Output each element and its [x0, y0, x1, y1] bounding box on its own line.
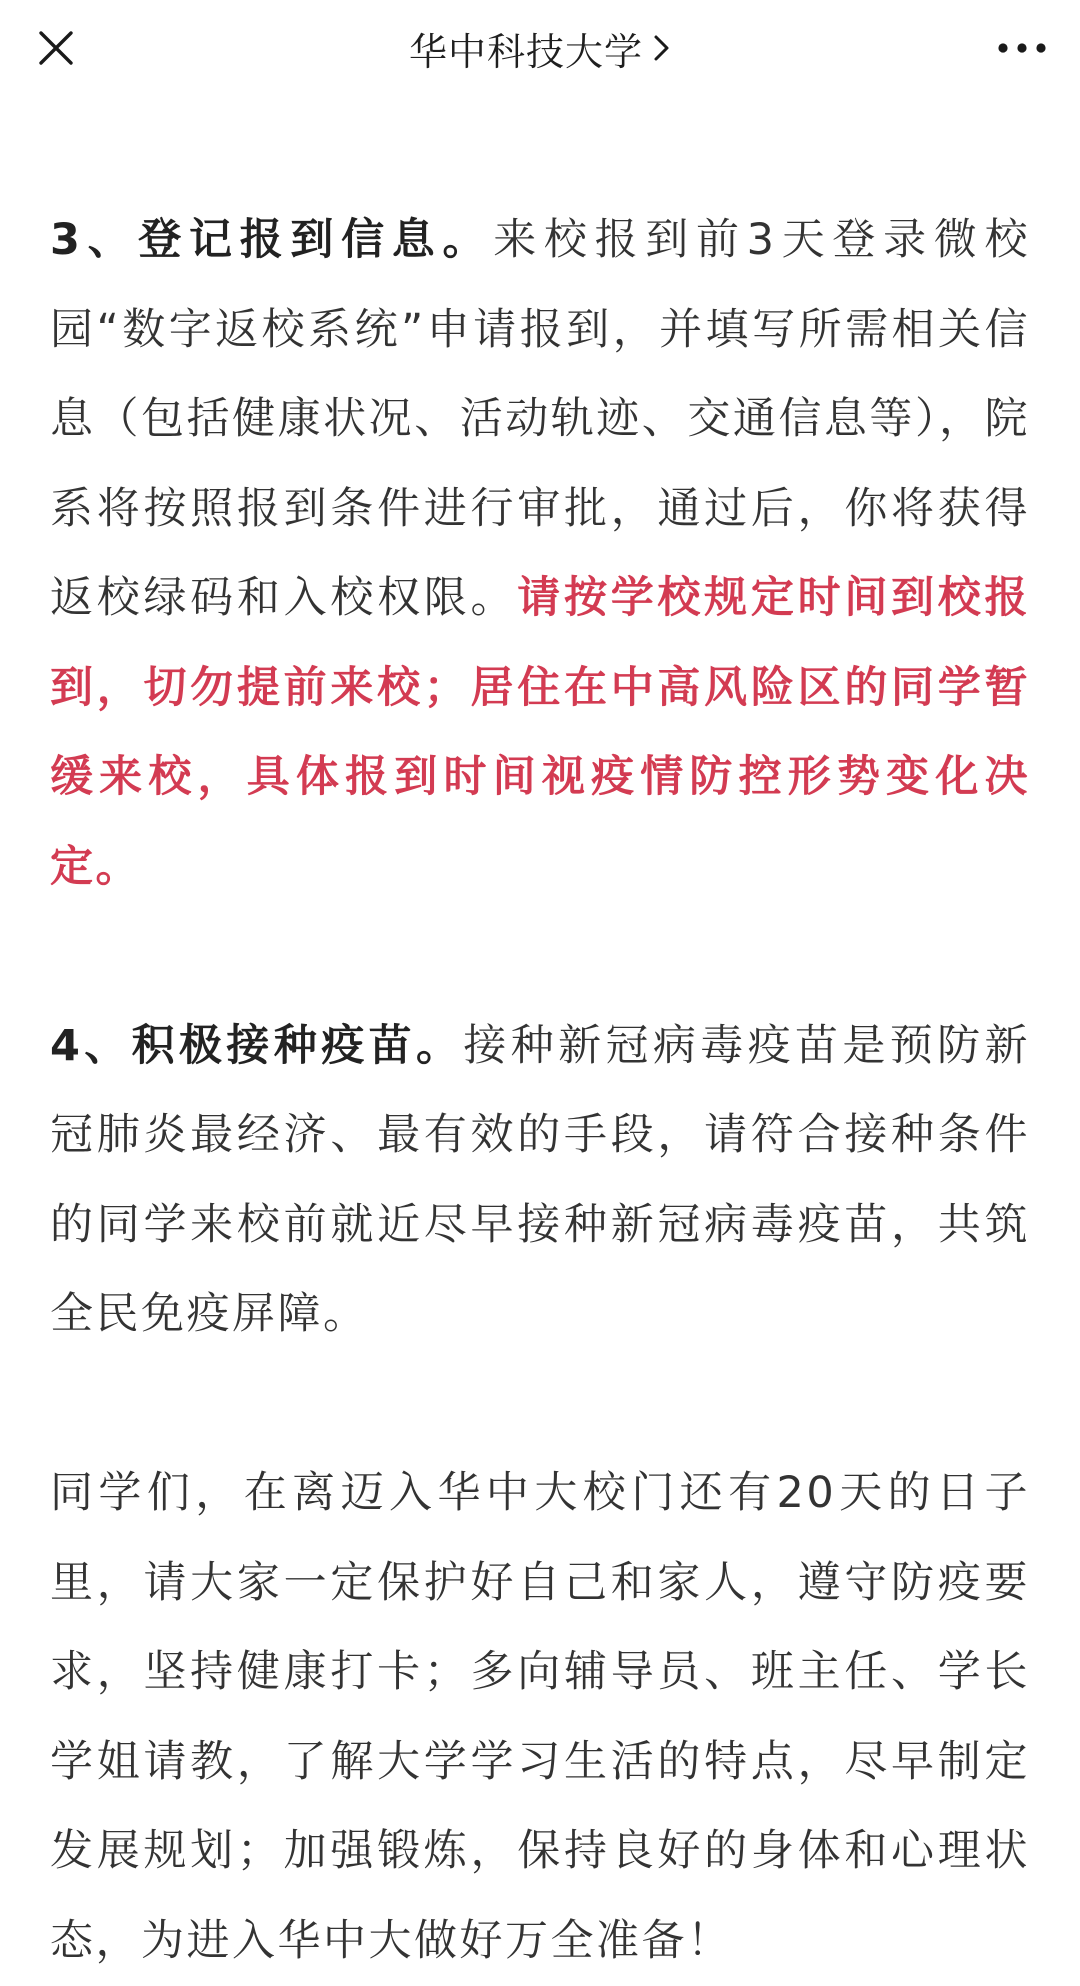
closing-paragraph	[50, 1449, 1030, 1986]
section-4-heading: 4、积极接种疫苗。	[50, 1020, 464, 1071]
chevron-right-icon	[653, 33, 671, 63]
closing-body: 同学们，在离迈入华中大校门还有20天的日子里，请大家一定保护好自己和家人，遵守防疫要求，坚持健康打卡；多向辅导员、班主任、学长学姐请教，了解大学学习生活的特点，尽早制定发展规划；加强锻炼，保持良好的身体和心理状态，为进入华中大做好万全准备！	[50, 1468, 1030, 1966]
article-content	[50, 196, 1030, 1986]
top-navigation-bar	[0, 0, 1080, 96]
close-button[interactable]	[34, 26, 78, 70]
section-3-body: 来校报到前3天登录微校园“数字返校系统”申请报到，并填写所需相关信息（包括健康状况、活动轨迹、交通信息等），院系将按照报到条件进行审批，通过后，你将获得返校绿码和入校权限。	[50, 215, 1031, 623]
section-4-body: 接种新冠病毒疫苗是预防新冠肺炎最经济、最有效的手段，请符合接种条件的同学来校前就近尽早接种新冠病毒疫苗，共筑全民免疫屏障。	[50, 1020, 1031, 1339]
close-icon	[38, 30, 74, 66]
section-3-highlight: 请按学校规定时间到校报到，切勿提前来校；居住在中高风险区的同学暂缓来校，具体报到时间视疫情防控形势变化决定。	[50, 573, 1030, 892]
page-title: 华中科技大学	[408, 29, 643, 74]
more-horizontal-icon	[997, 42, 1047, 54]
account-title-button[interactable]	[409, 21, 671, 76]
more-options-button[interactable]	[994, 28, 1050, 68]
section-3-paragraph	[50, 196, 1030, 912]
section-4-paragraph	[50, 1002, 1030, 1360]
section-3-heading: 3、登记报到信息。	[50, 215, 494, 265]
